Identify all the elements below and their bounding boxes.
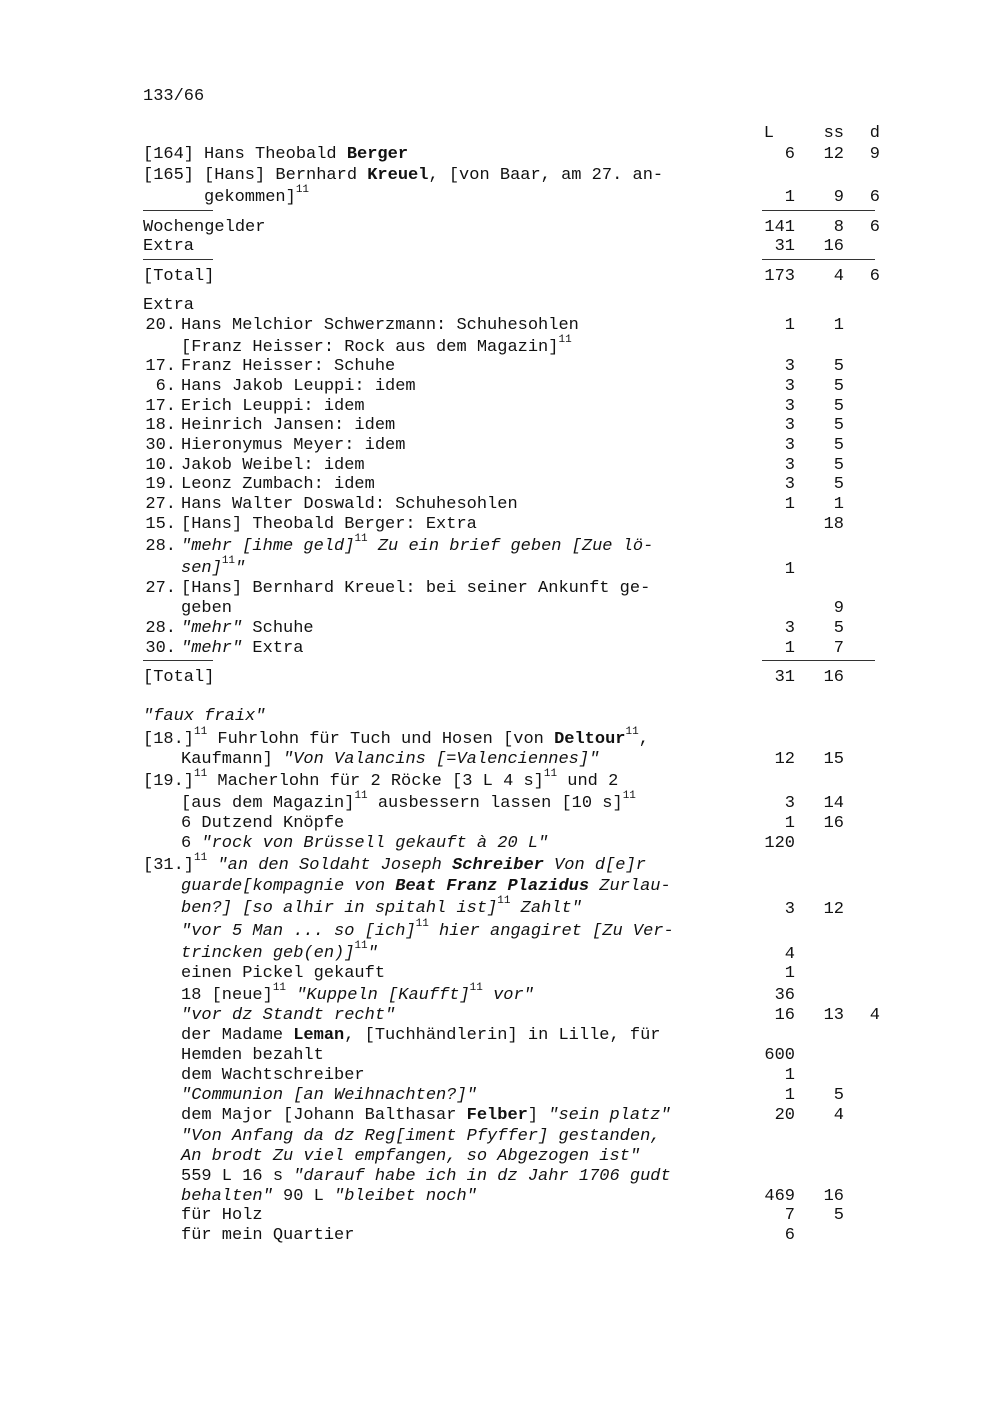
divider: [143, 259, 213, 260]
amount-l: 6: [784, 145, 795, 164]
sum-divider: [762, 259, 875, 260]
page-number: 133/66: [143, 87, 205, 106]
amount-ss: 9: [833, 188, 844, 207]
divider: [143, 660, 213, 661]
faux-fraix-heading: "faux fraix": [143, 707, 266, 726]
amount-d: 6: [869, 188, 880, 207]
amount-l: 1: [784, 188, 795, 207]
sum-divider: [762, 210, 875, 211]
amount-d: 9: [869, 145, 880, 164]
sum-divider: [762, 660, 875, 661]
column-header-ss: ss: [823, 124, 844, 143]
divider: [143, 210, 213, 211]
extra-heading: Extra: [143, 296, 195, 315]
column-header-l: L: [763, 124, 774, 143]
amount-ss: 12: [823, 145, 844, 164]
column-header-d: d: [869, 124, 880, 143]
